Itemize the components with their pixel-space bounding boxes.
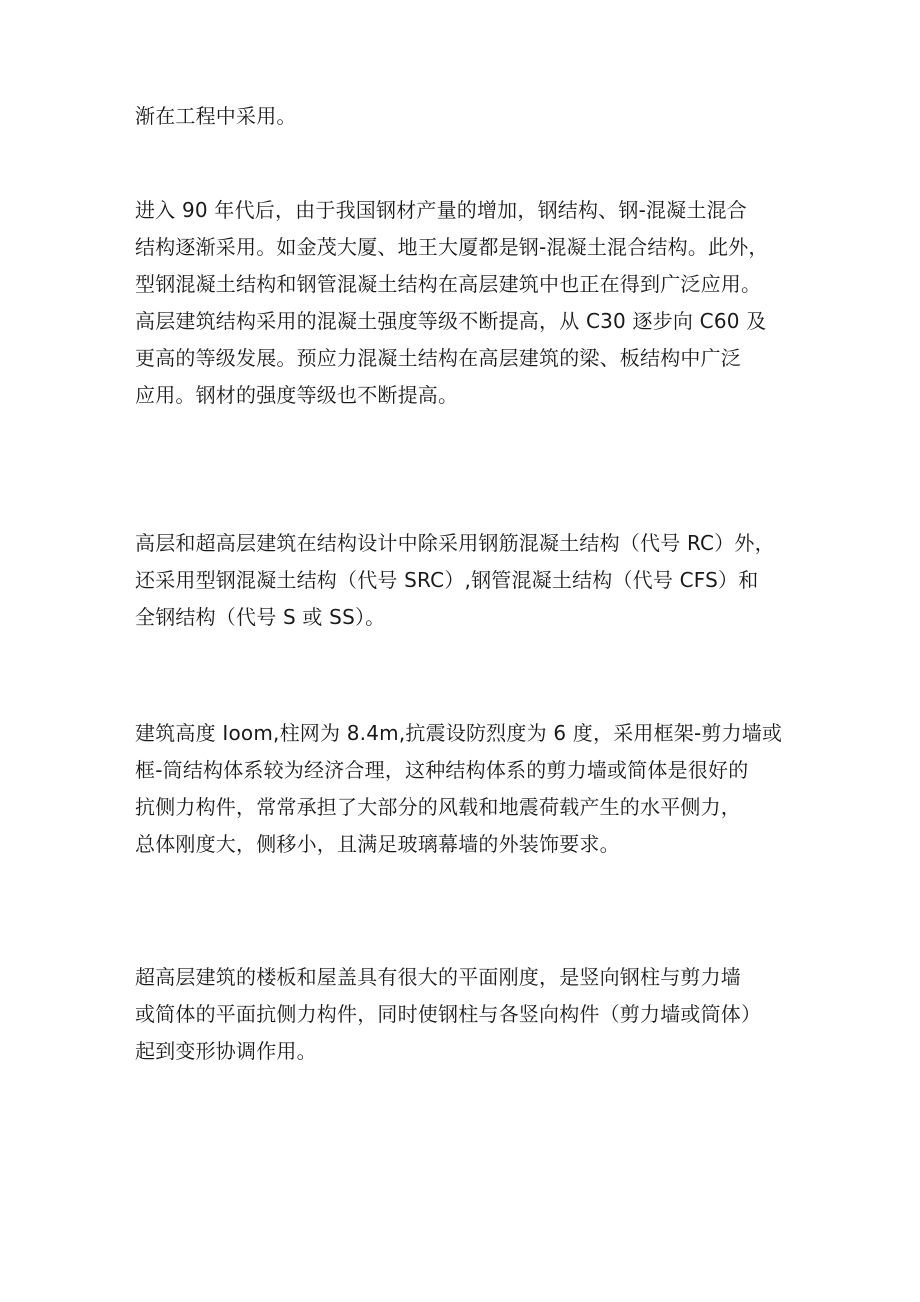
text-line: 应用。钢材的强度等级也不断提高。 [135,383,459,407]
text-line: 更高的等级发展。预应力混凝土结构在高层建筑的梁、板结构中广泛 [135,346,741,370]
paragraph-1 [135,98,835,135]
paragraph-2 [135,192,835,414]
text-line: 建筑高度 Ioom,柱网为 8.4m,抗震设防烈度为 6 度，采用框架-剪力墙或 [135,721,783,745]
text-line: 框-筒结构体系较为经济合理，这种结构体系的剪力墙或简体是很好的 [135,758,749,782]
text-line: 抗侧力构件，常常承担了大部分的风载和地震荷载产生的水平侧力， [135,795,741,819]
text-line: 结构逐渐采用。如金茂大厦、地王大厦都是钢-混凝土混合结构。此外， [135,235,769,259]
text-line: 进入 90 年代后，由于我国钢材产量的增加，钢结构、钢-混凝土混合 [135,198,747,222]
paragraph-4 [135,715,835,863]
paragraph-5 [135,959,835,1070]
text-line: 起到变形协调作用。 [135,1039,317,1063]
text-line: 高层建筑结构采用的混凝土强度等级不断提高，从 C30 逐步向 C60 及 [135,309,767,333]
text-line: 高层和超高层建筑在结构设计中除采用钢筋混凝土结构（代号 RC）外， [135,531,775,555]
text-line: 型钢混凝土结构和钢管混凝土结构在高层建筑中也正在得到广泛应用。 [135,272,762,296]
text-line: 或简体的平面抗侧力构件，同时使钢柱与各竖向构件（剪力墙或筒体） [135,1002,762,1026]
text-line: 渐在工程中采用。 [135,104,297,128]
text-line: 超高层建筑的楼板和屋盖具有很大的平面刚度，是竖向钢柱与剪力墙 [135,965,741,989]
text-line: 全钢结构（代号 S 或 SS）。 [135,605,386,629]
text-line: 还采用型钢混凝土结构（代号 SRC）,钢管混凝土结构（代号 CFS）和 [135,568,759,592]
paragraph-3 [135,525,835,636]
text-line: 总体刚度大，侧移小，且满足玻璃幕墙的外装饰要求。 [135,832,620,856]
